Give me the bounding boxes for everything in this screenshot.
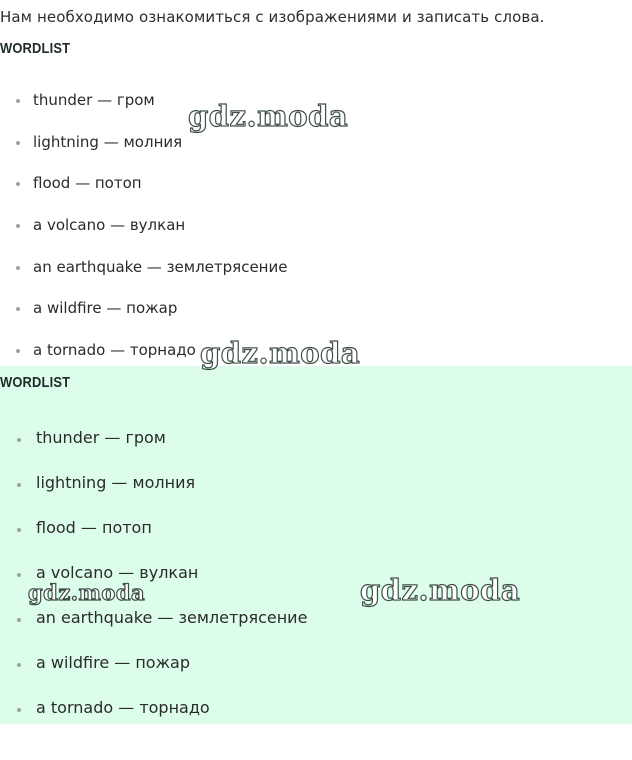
intro-text: Нам необходимо ознакомиться с изображениями и записать слова. xyxy=(0,8,545,26)
highlighted-wordlist-panel xyxy=(0,366,632,724)
bullet-icon xyxy=(16,266,20,270)
bullet-icon xyxy=(17,528,21,532)
bullet-icon xyxy=(16,307,20,311)
watermark-logo: gdz.moda xyxy=(200,336,361,370)
list-item-text: a tornado — торнадо xyxy=(36,698,210,717)
list-item-text: an earthquake — землетрясение xyxy=(33,257,288,276)
bullet-icon xyxy=(17,618,21,622)
bullet-icon xyxy=(16,224,20,228)
wordlist-heading: WORDLIST xyxy=(0,40,71,57)
bullet-icon xyxy=(16,349,20,353)
wordlist-heading: WORDLIST xyxy=(0,374,71,391)
bullet-icon xyxy=(17,483,21,487)
bullet-icon xyxy=(16,99,20,103)
bullet-icon xyxy=(16,182,20,186)
watermark-logo: gdz.moda xyxy=(188,99,349,133)
list-item-text: thunder — гром xyxy=(33,91,155,109)
list-item-text: thunder — гром xyxy=(36,428,166,447)
list-item-text: lightning — молния xyxy=(36,473,196,492)
bullet-icon xyxy=(16,141,20,145)
list-item-text: lightning — молния xyxy=(33,132,183,151)
bullet-icon xyxy=(17,663,21,667)
list-item-text: an earthquake — землетрясение xyxy=(36,608,308,627)
bullet-icon xyxy=(17,573,21,577)
list-item-text: a volcano — вулкан xyxy=(36,563,199,582)
list-item-text: flood — потоп xyxy=(36,518,152,537)
list-item-text: a wildfire — пожар xyxy=(36,653,190,672)
list-item-text: a volcano — вулкан xyxy=(33,216,186,235)
watermark-logo: gdz.moda xyxy=(360,573,521,607)
bullet-icon xyxy=(17,708,21,712)
watermark-logo: gdz.moda xyxy=(28,580,146,605)
list-item-text: a tornado — торнадо xyxy=(33,341,196,360)
list-item-text: a wildfire — пожар xyxy=(33,299,178,318)
bullet-icon xyxy=(17,438,21,442)
list-item-text: flood — потоп xyxy=(33,174,142,193)
